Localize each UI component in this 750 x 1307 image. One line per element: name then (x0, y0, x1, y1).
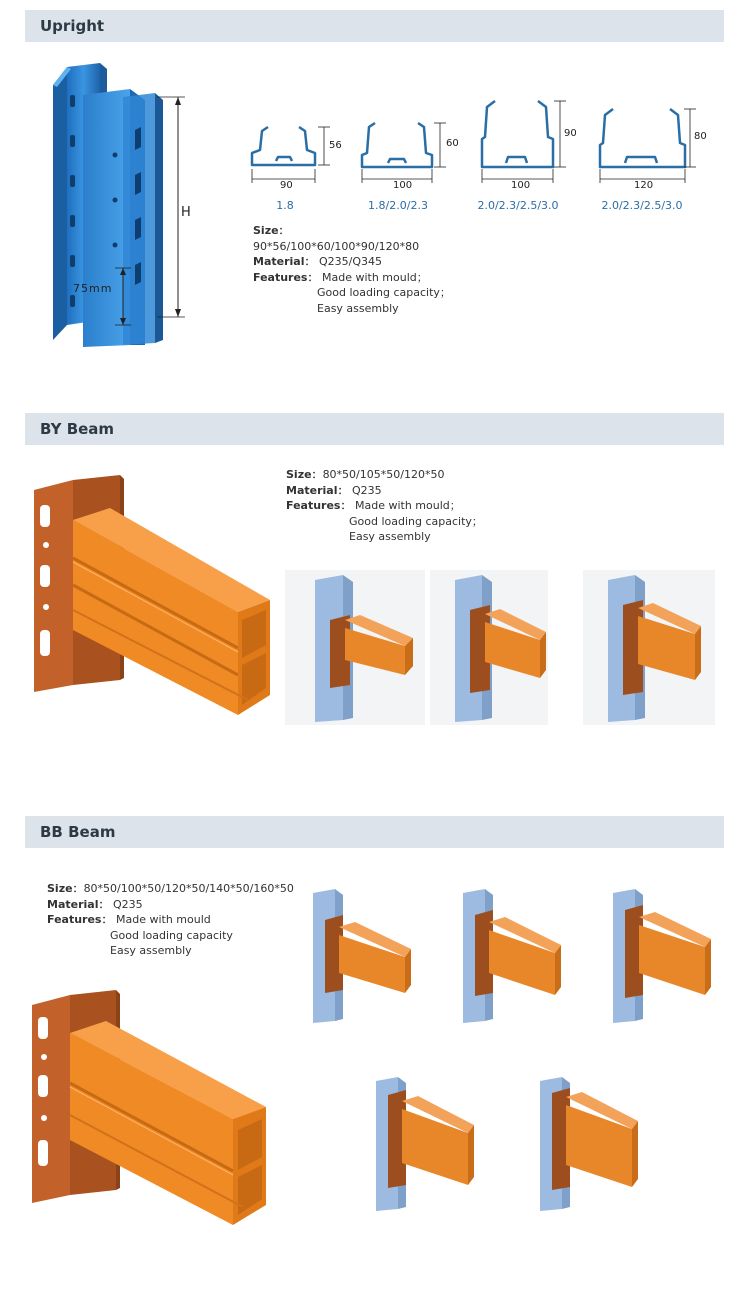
spec-features-label: Features： (253, 270, 319, 284)
section-title-bb-beam: BB Beam (40, 823, 116, 841)
bb-beam-render-5 (532, 1073, 652, 1213)
spec-material-label: Material： (286, 483, 349, 497)
spec-feature: Good loading capacity； (317, 286, 451, 299)
spec-size-label: Size： (253, 224, 290, 237)
spec-feature: Easy assembly (110, 944, 192, 957)
spec-size-value: 80*50/105*50/120*50 (322, 468, 445, 481)
spec-size-value: 80*50/100*50/120*50/140*50/160*50 (83, 882, 294, 895)
by-beam-render-2 (430, 570, 548, 725)
profile-3-thickness: 2.0/2.3/2.5/3.0 (477, 199, 559, 212)
upright-pitch-label: 75mm (73, 282, 113, 295)
profile-3-height: 90 (564, 128, 577, 139)
section-header-upright (25, 10, 724, 42)
spec-material-value: Q235 (351, 483, 382, 497)
spec-size-label: Size： (47, 882, 84, 895)
section-title-by-beam: BY Beam (40, 420, 115, 438)
section-header-by-beam (25, 413, 724, 445)
by-beam-illustration (28, 470, 278, 720)
upright-spec (253, 223, 451, 316)
spec-material-value: Q235/Q345 (318, 255, 382, 268)
spec-feature: Good loading capacity (110, 928, 233, 942)
spec-feature: Made with mould； (321, 270, 428, 284)
profile-2-width: 100 (393, 180, 413, 191)
by-beam-spec (286, 467, 483, 545)
bb-beam-illustration (28, 985, 278, 1230)
bb-beam-render-1 (305, 885, 425, 1025)
spec-feature: Made with mould； (354, 499, 461, 512)
profile-4-thickness: 2.0/2.3/2.5/3.0 (601, 199, 683, 212)
spec-features-label: Features： (47, 913, 113, 926)
profile-1-width: 90 (280, 180, 293, 191)
spec-material-label: Material： (253, 255, 316, 268)
bb-beam-render-4 (368, 1073, 488, 1213)
spec-feature: Easy assembly (349, 530, 431, 543)
spec-feature: Good loading capacity； (349, 514, 483, 528)
spec-feature: Easy assembly (317, 301, 399, 315)
by-beam-render-3 (583, 570, 715, 725)
spec-material-value: Q235 (112, 897, 143, 911)
section-title-upright: Upright (40, 17, 105, 35)
profile-1-height: 56 (329, 140, 342, 151)
spec-size-value: 90*56/100*60/100*90/120*80 (253, 239, 420, 253)
profile-3-width: 100 (511, 180, 531, 191)
bb-beam-spec (47, 881, 294, 959)
spec-feature: Made with mould (115, 913, 211, 926)
profile-2-thickness: 1.8/2.0/2.3 (368, 199, 428, 212)
profile-4-width: 120 (634, 180, 654, 191)
profile-2-height: 60 (446, 138, 459, 149)
spec-size-label: Size： (286, 468, 323, 481)
upright-height-label: H (181, 205, 191, 220)
by-beam-render-1 (285, 570, 425, 725)
section-header-bb-beam (25, 816, 724, 848)
bb-beam-render-3 (605, 885, 725, 1025)
upright-illustration (45, 55, 195, 350)
profile-1-thickness: 1.8 (276, 199, 294, 212)
profile-4-height: 80 (694, 131, 707, 142)
bb-beam-render-2 (455, 885, 575, 1025)
spec-features-label: Features： (286, 499, 352, 512)
spec-material-label: Material： (47, 897, 110, 911)
